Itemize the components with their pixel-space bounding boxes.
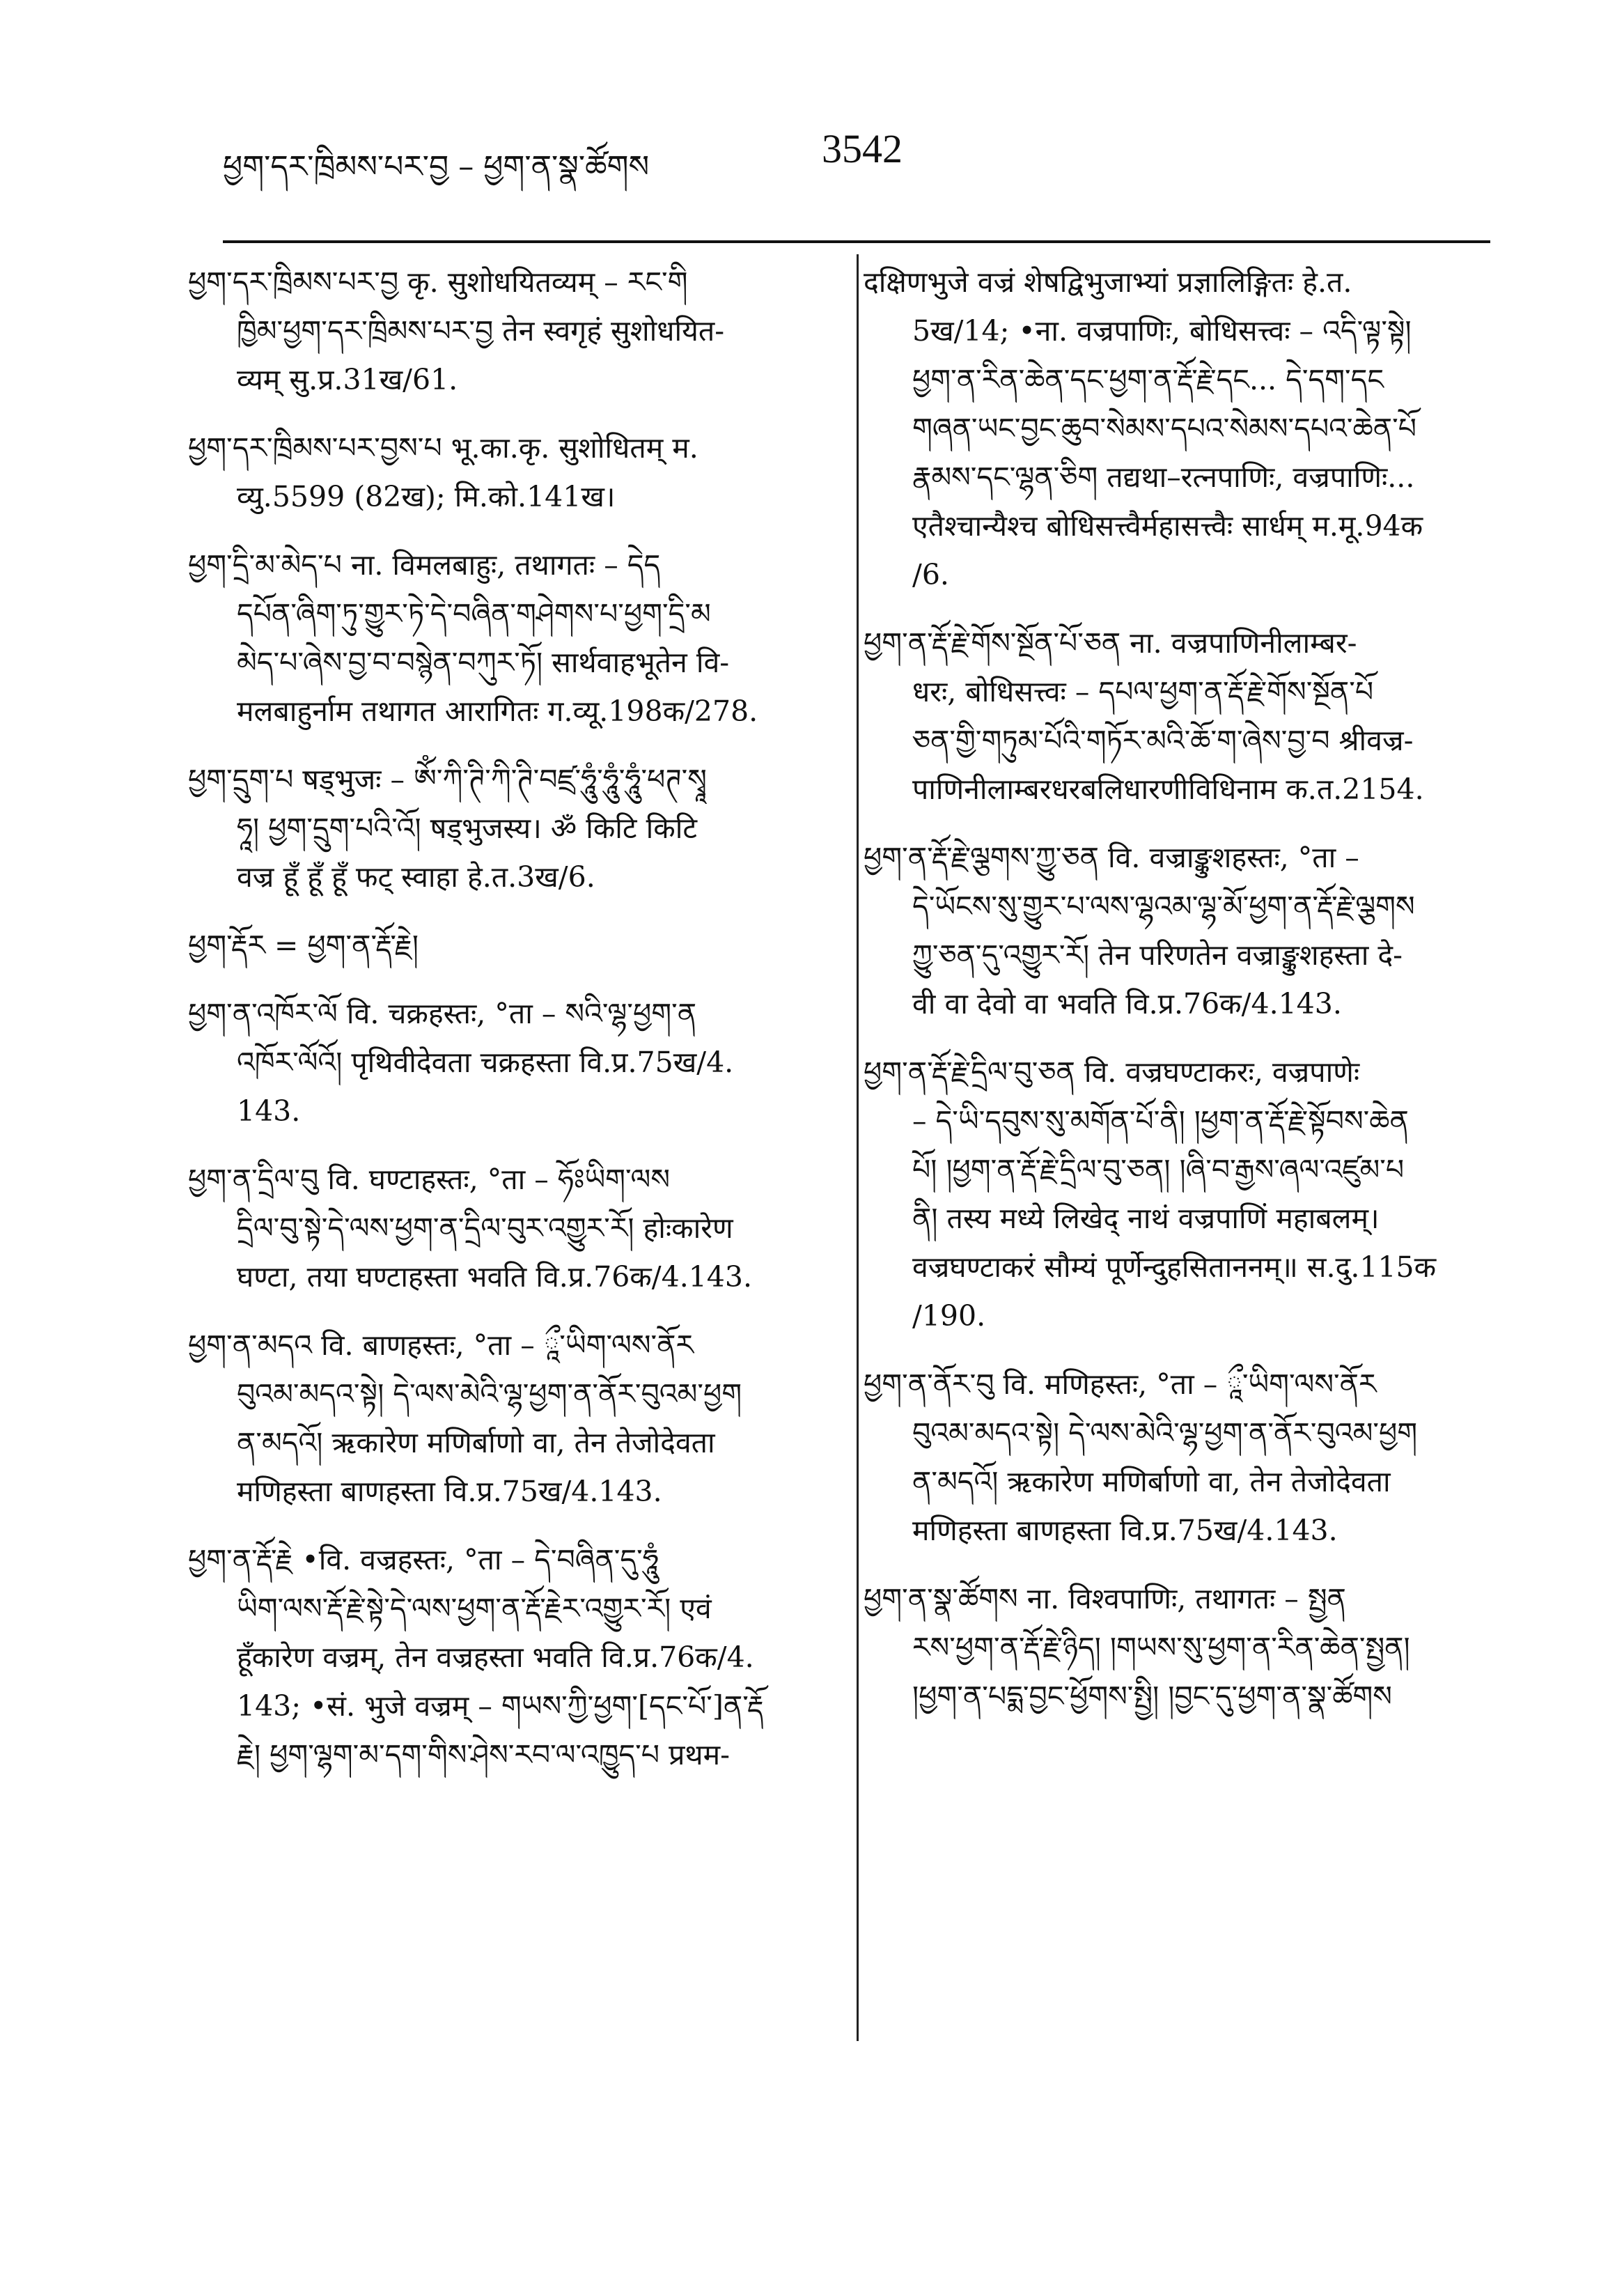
- entry-headword-line: ཕྱག་ན་སྣ་ཚོགས ना. विश्वपाणिः, तथागतः – སྤྱན: [864, 1582, 1346, 1615]
- entry-text-line: ནི། तस्य मध्ये लिखेद् नाथं वज्रपाणिं महाबलम्।: [912, 1202, 1380, 1235]
- dictionary-entry: [188, 989, 836, 1135]
- entry-text-line: /190.: [912, 1299, 986, 1333]
- entry-text-line: हूँकारेण वज्रम्, तेन वज्रहस्ता भवति वि.प्र.76क/4.: [237, 1641, 754, 1674]
- entry-text-line: – དེ་ཡི་དབུས་སུ་མགོན་པོ་ནི། །ཕྱག་ན་རྡོ་རྗེ་སྟོབས་ཆེན: [912, 1104, 1409, 1138]
- entry-text-line: ཡིག་ལས་རྡོ་རྗེ་སྟེ་དེ་ལས་ཕྱག་ན་རྡོ་རྗེར་འགྱུར་རོ། एवं: [237, 1592, 712, 1625]
- dictionary-entry: [188, 1155, 836, 1301]
- left-column: [188, 258, 836, 1799]
- entry-text-line: དེ་ཡོངས་སུ་གྱུར་པ་ལས་ལྷའམ་ལྷ་མོ་ཕྱག་ན་རྡོ་རྗེ་ལྕགས: [912, 890, 1415, 923]
- entry-text-line: གཞན་ཡང་བྱང་ཆུབ་སེམས་དཔའ་སེམས་དཔའ་ཆེན་པོ: [912, 412, 1416, 445]
- running-head: ཕྱག་དར་ཁྲིམས་པར་བྱ – ཕྱག་ན་སྣ་ཚོགས: [223, 149, 650, 185]
- entry-text-line: ཁྱིམ་ཕྱག་དར་ཁྲིམས་པར་བྱ तेन स्वगृहं सुशोधयित-: [237, 314, 725, 348]
- entry-text-line: 5ख/14; •ना. वज्रपाणिः, बोधिसत्त्वः – འདི་ལྟ་སྟེ།: [912, 314, 1412, 348]
- entry-text-line: व्यम् सु.प्र.31ख/61.: [237, 363, 458, 396]
- dictionary-entry: [188, 755, 836, 901]
- entry-text-line: ཅན་གྱི་གཏུམ་པོའི་གཏོར་མའི་ཆོ་ག་ཞེས་བྱ་བ श्रीवज्र-: [912, 724, 1414, 757]
- entry-text-line: पाणिनीलाम्बरधरबलिधारणीविधिनाम क.त.2154.: [912, 773, 1424, 806]
- entry-text-line: བུའམ་མདའ་སྟེ། དེ་ལས་མེའི་ལྷ་ཕྱག་ན་ནོར་བུའམ་ཕྱག: [912, 1416, 1418, 1450]
- entry-text-line: ཀྱུ་ཅན་དུ་འགྱུར་རོ། तेन परिणतेन वज्राङ्कुशहस्ता दे-: [912, 938, 1403, 972]
- entry-text-line: དྲིལ་བུ་སྟེ་དེ་ལས་ཕྱག་ན་དྲིལ་བུར་འགྱུར་རོ། होःकारेण: [237, 1211, 733, 1245]
- dictionary-entry: [188, 1535, 836, 1779]
- dictionary-entry: [864, 1048, 1490, 1340]
- dictionary-entry: [188, 424, 836, 521]
- dictionary-entry: [864, 258, 1490, 599]
- entry-headword-line: दक्षिणभुजे वज्रं शेषद्विभुजाभ्यां प्रज्ञालिङ्गितः हे.त.: [864, 265, 1352, 299]
- dictionary-entry: [188, 258, 836, 404]
- entry-headword-line: ཕྱག་ན་ནོར་བུ वि. मणिहस्तः, °ता – ཱྀ་ཡིག་ལས་ནོར: [864, 1367, 1377, 1401]
- entry-text-line: मणिहस्ता बाणहस्ता वि.प्र.75ख/4.143.: [237, 1475, 662, 1508]
- entry-headword-line: ཕྱག་ན་རྡོ་རྗེ •वि. वज्रहस्तः, °ता – དེ་བཞིན་དུ་ཧཱུཾ: [188, 1543, 659, 1576]
- page-number: 3542: [822, 126, 903, 171]
- entry-text-line: ན་མདའོ། ऋकारेण मणिर्बाणो वा, तेन तेजोदेवता: [237, 1426, 715, 1459]
- entry-headword-line: ཕྱག་ན་རྡོ་རྗེ་དྲིལ་བུ་ཅན वि. वज्रघण्टाकरः, वज्रपाणेः: [864, 1055, 1360, 1089]
- entry-text-line: 143.: [237, 1094, 301, 1128]
- entry-text-line: རྗེ། ཕྱག་ལྷག་མ་དག་གིས་ཤེས་རབ་ལ་འཁྱུད་པ प्रथम-: [237, 1738, 730, 1771]
- dictionary-entry: [864, 1574, 1490, 1721]
- dictionary-entry: [188, 1321, 836, 1516]
- header-rule: [223, 240, 1490, 243]
- entry-text-line: རྣམས་དང་ལྷན་ཅིག तद्यथा–रत्नपाणिः, वज्रपाणिः...: [912, 460, 1415, 494]
- entry-headword-line: ཕྱག་རྡོར = ཕྱག་ན་རྡོ་རྗེ།: [188, 929, 419, 962]
- entry-text-line: धरः, बोधिसत्त्वः – དཔལ་ཕྱག་ན་རྡོ་རྗེ་གོས་སྔོན་པོ: [912, 675, 1374, 708]
- dictionary-entry: [188, 541, 836, 736]
- entry-headword-line: ཕྱག་ན་མདའ वि. बाणहस्तः, °ता – ཱྀ་ཡིག་ལས་ནོར: [188, 1328, 694, 1362]
- entry-text-line: དཔོན་ཞིག་ཏུ་གྱུར་ཏེ་དེ་བཞིན་གཤེགས་པ་ཕྱག་དྲི་མ: [237, 597, 711, 630]
- entry-text-line: ཧཱ། ཕྱག་དྲུག་པའི་འོ། षड्भुजस्य। ॐ किटि किटि: [237, 812, 698, 845]
- entry-headword-line: ཕྱག་དར་ཁྲིམས་པར་བྱ कृ. सुशोधयितव्यम् – རང་གི: [188, 265, 688, 299]
- page-header: [223, 125, 1407, 195]
- entry-text-line: བུའམ་མདའ་སྟེ། དེ་ལས་མེའི་ལྷ་ཕྱག་ན་ནོར་བུའམ་ཕྱག: [237, 1377, 742, 1411]
- entry-text-line: /6.: [912, 558, 949, 591]
- entry-headword-line: ཕྱག་དྲུག་པ षड्भुजः – ཨོཾ་ཀི་ཊི་ཀི་ཊི་བཛྲ་ཧཱུཾ་ཧཱུཾ་ཧཱུཾ་ཕཊ་སྭཱ: [188, 763, 707, 796]
- entry-text-line: པོ། །ཕྱག་ན་རྡོ་རྗེ་དྲིལ་བུ་ཅན། །ཞི་བ་རྒྱས་ཞལ་འཛུམ་པ: [912, 1153, 1405, 1186]
- entry-text-line: व्यु.5599 (82ख); मि.को.141ख।: [237, 480, 616, 513]
- entry-text-line: ན་མདའོ། ऋकारेण मणिर्बाणो वा, तेन तेजोदेवता: [912, 1465, 1391, 1498]
- entry-text-line: རས་ཕྱག་ན་རྡོ་རྗེ་ཉིད། །གཡས་སུ་ཕྱག་ན་རིན་ཆེན་སྤྱན།: [912, 1631, 1410, 1664]
- right-column: [864, 258, 1490, 1740]
- entry-text-line: ཕྱག་ན་རིན་ཆེན་དང་ཕྱག་ན་རྡོ་རྗེ་དང... དེ་དག་དང: [912, 363, 1384, 396]
- column-divider: [857, 254, 859, 2041]
- entry-headword-line: ཕྱག་ན་འཁོར་ལོ वि. चक्रहस्तः, °ता – སའི་ལྷ་ཕྱག་ན: [188, 997, 697, 1030]
- entry-text-line: མེད་པ་ཞེས་བྱ་བ་བསྙེན་བཀུར་ཏོ། सार्थवाहभूतेन वि-: [237, 646, 730, 679]
- entry-headword-line: ཕྱག་དར་ཁྲིམས་པར་བྱས་པ भू.का.कृ. सुशोधितम् म.: [188, 431, 698, 465]
- entry-headword-line: ཕྱག་ན་རྡོ་རྗེ་གོས་སྔོན་པོ་ཅན ना. वज्रपाणिनीलाम्बर-: [864, 626, 1357, 660]
- entry-text-line: मणिहस्ता बाणहस्ता वि.प्र.75ख/4.143.: [912, 1514, 1338, 1547]
- dictionary-entry: [864, 1360, 1490, 1555]
- entry-headword-line: ཕྱག་དྲི་མ་མེད་པ ना. विमलबाहुः, तथागतः – དེད: [188, 548, 661, 582]
- dictionary-entry: [864, 619, 1490, 814]
- dictionary-entry: [864, 833, 1490, 1028]
- entry-headword-line: ཕྱག་ན་དྲིལ་བུ वि. घण्टाहस्तः, °ता – ཧོཿཡིག་ལས: [188, 1163, 671, 1196]
- entry-text-line: एतैश्चान्यैश्च बोधिसत्त्वैर्महासत्त्वैः सार्धम् म.मू.94क: [912, 509, 1423, 543]
- entry-text-line: घण्टा, तया घण्टाहस्ता भवति वि.प्र.76क/4.143.: [237, 1260, 753, 1294]
- entry-text-line: वज्र हूँ हूँ हूँ फट् स्वाहा हे.त.3ख/6.: [237, 860, 595, 894]
- entry-text-line: 143; •सं. भुजे वज्रम् – གཡས་ཀྱི་ཕྱག་[དང་པོ་]ན་རྡོ: [237, 1689, 764, 1723]
- entry-text-line: वज्रघण्टाकरं सौम्यं पूर्णेन्दुहसिताननम्॥ स.दु.115क: [912, 1250, 1437, 1284]
- dictionary-entry: [188, 921, 836, 970]
- entry-text-line: འཁོར་ལོའོ། पृथिवीदेवता चक्रहस्ता वि.प्र.75ख/4.: [237, 1046, 734, 1079]
- entry-text-line: །ཕྱག་ན་པདྨ་བྱང་ཕྱོགས་སྤྱི། །བྱང་དུ་ཕྱག་ན་སྣ་ཚོགས: [912, 1680, 1392, 1713]
- entry-text-line: वी वा देवो वा भवति वि.प्र.76क/4.143.: [912, 987, 1342, 1021]
- entry-headword-line: ཕྱག་ན་རྡོ་རྗེ་ལྕགས་ཀྱུ་ཅན वि. वज्राङ्कुशहस्तः, °ता –: [864, 841, 1359, 874]
- entry-text-line: मलबाहुर्नाम तथागत आरागितः ग.व्यू.198क/278.: [237, 695, 758, 728]
